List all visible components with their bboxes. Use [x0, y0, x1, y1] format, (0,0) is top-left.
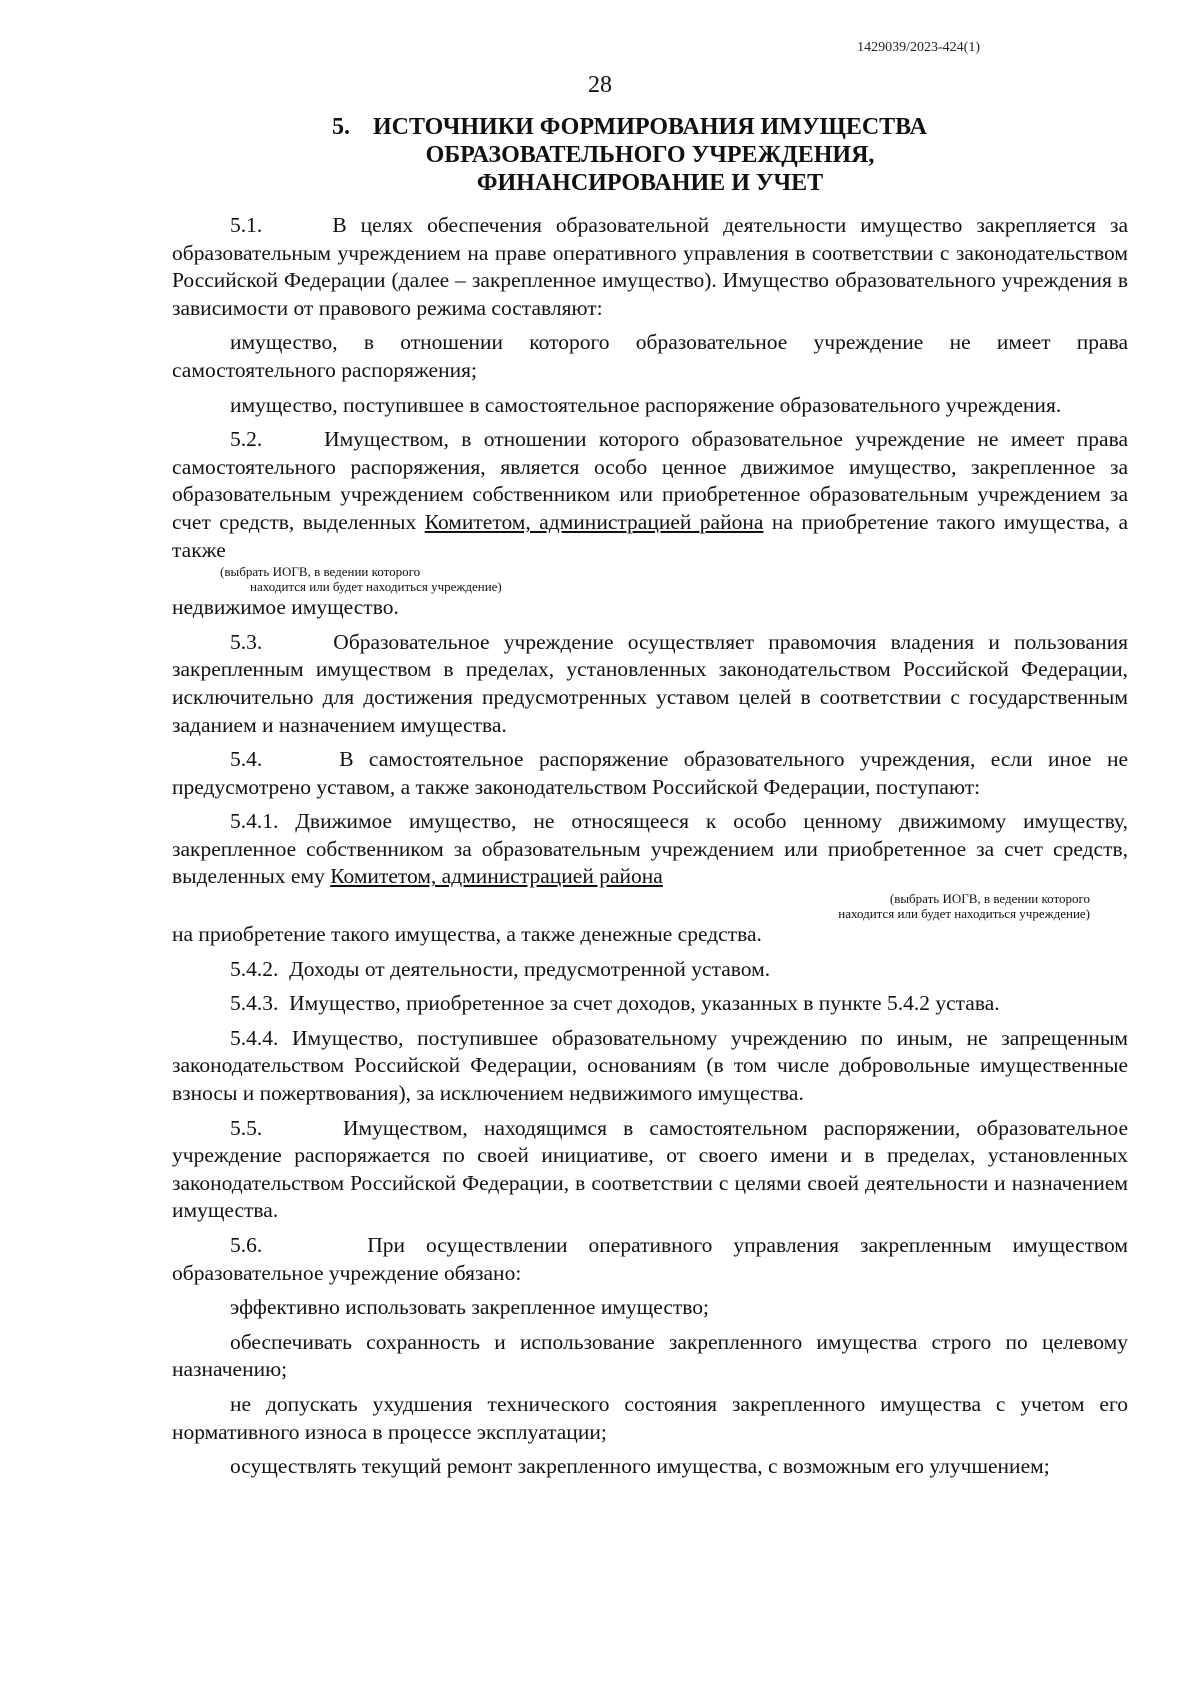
paragraph-5-2-mid: на приобретение такого имущества, а также: [172, 509, 1128, 562]
document-body: [172, 212, 1128, 1481]
section-title-line-3: ФИНАНСИРОВАНИЕ И УЧЕТ: [476, 170, 824, 196]
section-heading: [172, 113, 1128, 197]
document-id: 1429039/2023-424(1): [857, 40, 980, 55]
paragraph-5-1-item-a: имущество, в отношении которого образовательное учреждение не имеет права самостоятельного распоряжения;: [172, 330, 1128, 382]
paragraph-5-4: 5.4. В самостоятельное распоряжение образовательного учреждения, если иное не предусмотрено уставом, а также законодательством Российской Федерации, поступают:: [172, 747, 1128, 799]
footnote-5-2: [172, 564, 1128, 594]
section-title-line-2: ОБРАЗОВАТЕЛЬНОГО УЧРЕЖДЕНИЯ,: [425, 142, 875, 168]
footnote-5-4-1-line-1: (выбрать ИОГВ, в ведении которого: [889, 891, 1090, 907]
paragraph-5-4-3: 5.4.3. Имущество, приобретенное за счет доходов, указанных в пункте 5.4.2 устава.: [230, 991, 1000, 1016]
paragraph-5-4-1-authority: Комитетом, администрацией района: [330, 864, 663, 889]
paragraph-5-6-item-b: обеспечивать сохранность и использование закрепленного имущества строго по целевому назначению;: [172, 1329, 1128, 1382]
paragraph-5-1: 5.1. В целях обеспечения образовательной деятельности имущество закрепляется за образовательным учреждением на праве оперативного управления в соответствии с законодательством Российской Федерации (далее – закрепленное имущество). Имущество образовательного учреждения в зависимости от правового режима составляют:: [172, 213, 1128, 320]
paragraph-5-4-1-end: на приобретение такого имущества, а также денежные средства.: [172, 922, 762, 947]
paragraph-5-3: 5.3. Образовательное учреждение осуществляет правомочия владения и пользования закрепленным имуществом в пределах, установленных законодательством Российской Федерации, исключительно для достижения предусмотренных уставом целей в соответствии с государственным заданием и назначением имущества.: [172, 629, 1128, 737]
footnote-5-4-1: [172, 891, 1128, 921]
paragraph-5-4-4: 5.4.4. Имущество, поступившее образовательному учреждению по иным, не запрещенным законодательством Российской Федерации, основаниям (в том числе добровольные имущественные взносы и пожертвования), за исключением недвижимого имущества.: [172, 1025, 1128, 1106]
section-title-line-1: ИСТОЧНИКИ ФОРМИРОВАНИЯ ИМУЩЕСТВА: [372, 114, 928, 140]
section-number: 5.: [332, 114, 350, 140]
paragraph-5-6-item-c: не допускать ухудшения технического состояния закрепленного имущества с учетом его нормативного износа в процессе эксплуатации;: [172, 1391, 1128, 1444]
paragraph-5-6-item-a: эффективно использовать закрепленное имущество;: [230, 1295, 709, 1320]
paragraph-5-6: 5.6. При осуществлении оперативного управления закрепленным имуществом образовательное учреждение обязано:: [172, 1233, 1128, 1285]
paragraph-5-2: [172, 426, 1128, 564]
paragraph-5-5: 5.5. Имуществом, находящимся в самостоятельном распоряжении, образовательное учреждение распоряжается по своей инициативе, от своего имени и в пределах, установленных законодательством Российской Федерации, в соответствии с целями своей деятельности и назначением имущества.: [172, 1115, 1128, 1223]
paragraph-5-4-1: [172, 808, 1128, 891]
paragraph-5-2-end: недвижимое имущество.: [172, 595, 399, 620]
paragraph-5-1-item-b: имущество, поступившее в самостоятельное распоряжение образовательного учреждения.: [230, 392, 1062, 417]
paragraph-5-2-authority: Комитетом, администрацией района: [424, 509, 764, 534]
footnote-5-4-1-line-2: находится или будет находиться учреждение): [838, 906, 1090, 922]
paragraph-5-2-start: 5.2. Имуществом, в отношении которого образовательное учреждение не имеет права самостоятельного распоряжения, является особо ценное движимое имущество, закрепленное за образовательным учреждением собственником или приобретенное образовательным учреждением за счет средств, выделенных: [172, 427, 1128, 534]
paragraph-5-4-2: 5.4.2. Доходы от деятельности, предусмотренной уставом.: [230, 956, 771, 981]
page-number: 28: [588, 72, 612, 98]
paragraph-5-4-1-start: 5.4.1. Движимое имущество, не относящееся к особо ценному движимому имуществу, закрепленное собственником за образовательным учреждением или приобретенное за счет средств, выделенных ему: [172, 809, 1128, 889]
footnote-5-2-line-1: (выбрать ИОГВ, в ведении которого: [220, 564, 421, 580]
footnote-5-2-line-2: находится или будет находиться учреждение): [250, 579, 502, 595]
paragraph-5-6-item-d: осуществлять текущий ремонт закрепленного имущества, с возможным его улучшением;: [230, 1454, 1050, 1479]
